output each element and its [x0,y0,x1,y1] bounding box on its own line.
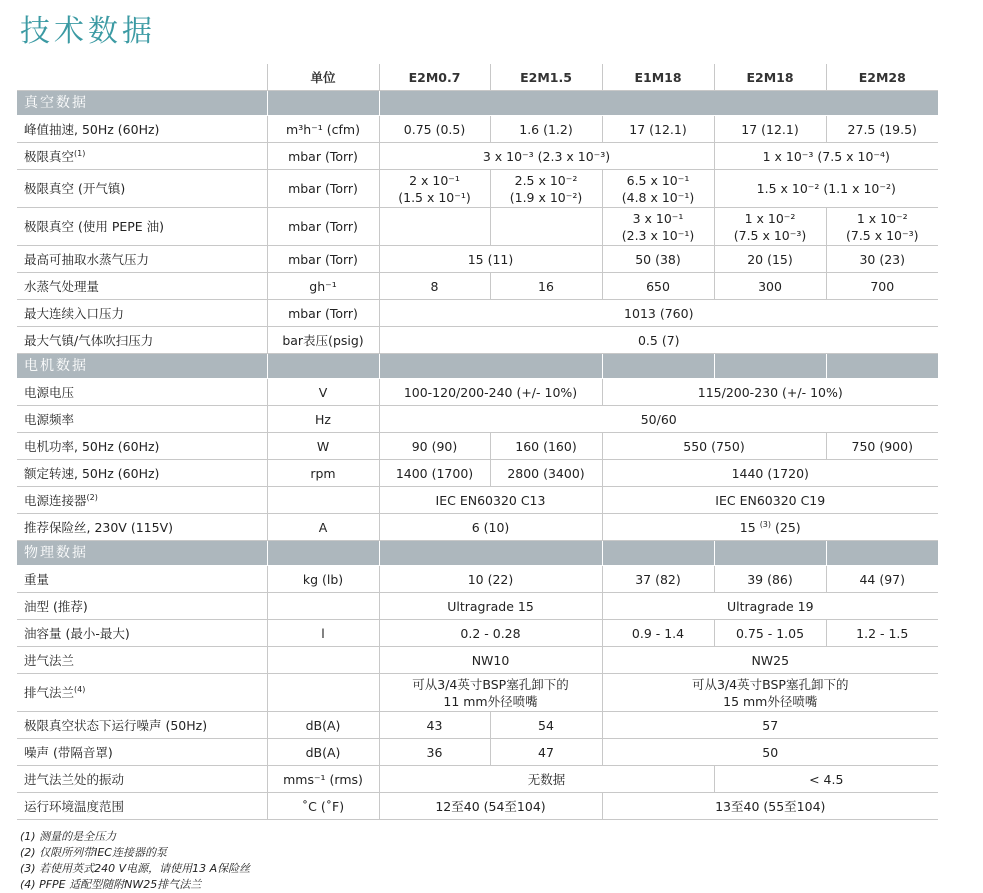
value-cell: 750 (900) [826,433,938,460]
table-row [17,300,938,327]
model-header: E2M18 [714,64,826,91]
value-cell: 43 [379,712,490,739]
section-title: 电机数据 [17,354,267,379]
value-cell: 44 (97) [826,566,938,593]
value-cell [826,208,938,246]
footnote: (1) 测量的是全压力 [20,830,117,843]
value-cell: 1013 (760) [379,300,938,327]
row-label: 额定转速, 50Hz (60Hz) [17,460,267,487]
value-cell [379,674,602,712]
unit-cell: mbar (Torr) [267,170,379,208]
footnote: (4) PFPE 适配型随附NW25排气法兰 [20,878,202,891]
model-header: E2M28 [826,64,938,91]
value-cell: 0.5 (7) [379,327,938,354]
row-label: 极限真空 (开气镇) [17,170,267,208]
value-cell: 3 x 10⁻³ (2.3 x 10⁻³) [379,143,714,170]
table-row [17,487,938,514]
value-cell: 90 (90) [379,433,490,460]
value-cell: 650 [602,273,714,300]
value-cell: 115/200-230 (+/- 10%) [602,379,938,406]
row-label: 推荐保险丝, 230V (115V) [17,514,267,541]
unit-cell: mbar (Torr) [267,300,379,327]
value-line: 2.5 x 10⁻² [514,172,578,188]
unit-cell: dB(A) [267,739,379,766]
table-row [17,170,938,208]
row-label: 油容量 (最小-最大) [17,620,267,647]
value-cell: 10 (22) [379,566,602,593]
table-row [17,514,938,541]
value-cell: 27.5 (19.5) [826,116,938,143]
unit-cell: m³h⁻¹ (cfm) [267,116,379,143]
value-cell [602,208,714,246]
table-row [17,739,938,766]
row-label: 电机功率, 50Hz (60Hz) [17,433,267,460]
value-cell: 无数据 [379,766,714,793]
section-motor [17,354,938,379]
value-line: 可从3/4英寸BSP塞孔卸下的 [692,676,849,692]
value-line: 6.5 x 10⁻¹ [626,172,690,188]
value-line: 可从3/4英寸BSP塞孔卸下的 [412,676,569,692]
value-cell [602,674,938,712]
model-header: E2M0.7 [379,64,490,91]
value-line: (2.3 x 10⁻¹) [621,227,695,243]
unit-cell: V [267,379,379,406]
table-row [17,433,938,460]
row-label-text: 极限真空 [24,148,75,164]
row-label: 极限真空状态下运行噪声 (50Hz) [17,712,267,739]
row-label: 峰值抽速, 50Hz (60Hz) [17,116,267,143]
value-cell: 1 x 10⁻³ (7.5 x 10⁻⁴) [714,143,938,170]
unit-cell: W [267,433,379,460]
technical-data-table [17,64,938,820]
value-line: 11 mm外径喷嘴 [443,693,538,709]
row-label-text: 排气法兰 [24,685,75,700]
row-label: 进气法兰处的振动 [17,766,267,793]
value-cell: 54 [490,712,602,739]
value-cell: Ultragrade 19 [602,593,938,620]
unit-cell: l [267,620,379,647]
value-cell: 550 (750) [602,433,826,460]
unit-header: 单位 [267,64,379,91]
value-cell [490,208,602,246]
row-label: 最大连续入口压力 [17,300,267,327]
section-title: 真空数据 [17,91,267,116]
corner-cell [17,64,267,91]
table-row [17,566,938,593]
value-cell: IEC EN60320 C19 [602,487,938,514]
value-line: (1.9 x 10⁻²) [509,189,583,205]
table-row [17,273,938,300]
value-cell: 47 [490,739,602,766]
value-cell: 1440 (1720) [602,460,938,487]
value-cell: 1.2 - 1.5 [826,620,938,647]
value-cell: Ultragrade 15 [379,593,602,620]
footnote-ref: (2) [86,492,98,502]
value-cell: 6 (10) [379,514,602,541]
table-row [17,327,938,354]
value-cell: 300 [714,273,826,300]
value-cell: IEC EN60320 C13 [379,487,602,514]
unit-cell: mms⁻¹ (rms) [267,766,379,793]
value-cell: 57 [602,712,938,739]
value-line: (4.8 x 10⁻¹) [621,189,695,205]
row-label: 最大气镇/气体吹扫压力 [17,327,267,354]
table-row [17,208,938,246]
value-cell: NW10 [379,647,602,674]
value-cell: NW25 [602,647,938,674]
footnote-ref: (4) [74,684,86,694]
value-cell: 50 (38) [602,246,714,273]
value-cell: 1.6 (1.2) [490,116,602,143]
table-row [17,712,938,739]
value-cell: 17 (12.1) [602,116,714,143]
value-cell [602,514,938,541]
value-cell [379,208,490,246]
value-cell: 1400 (1700) [379,460,490,487]
unit-cell: mbar (Torr) [267,143,379,170]
unit-cell: Hz [267,406,379,433]
value-line: (7.5 x 10⁻³) [733,227,807,243]
value-cell: 17 (12.1) [714,116,826,143]
row-label: 电源频率 [17,406,267,433]
value-cell: 8 [379,273,490,300]
value-cell: 100-120/200-240 (+/- 10%) [379,379,602,406]
value-cell: 160 (160) [490,433,602,460]
value-cell: 50 [602,739,938,766]
value-cell: 2800 (3400) [490,460,602,487]
value-cell: < 4.5 [714,766,938,793]
model-header: E1M18 [602,64,714,91]
table-row [17,593,938,620]
value-cell: 16 [490,273,602,300]
unit-cell: dB(A) [267,712,379,739]
section-physical [17,541,938,566]
table-row [17,620,938,647]
unit-cell: kg (lb) [267,566,379,593]
table-row [17,406,938,433]
section-title: 物理数据 [17,541,267,566]
value-cell [379,170,490,208]
unit-cell [267,593,379,620]
value-cell [490,170,602,208]
row-label: 油型 (推荐) [17,593,267,620]
value-cell: 700 [826,273,938,300]
header-row [17,64,938,91]
row-label: 极限真空 (使用 PEPE 油) [17,208,267,246]
unit-cell: A [267,514,379,541]
page-title: 技术数据 [20,14,156,49]
unit-cell: mbar (Torr) [267,208,379,246]
table-row [17,379,938,406]
value-cell: 0.9 - 1.4 [602,620,714,647]
value-cell: 37 (82) [602,566,714,593]
row-label [17,143,267,170]
value-line: 2 x 10⁻¹ [409,172,460,188]
row-label: 噪声 (带隔音罩) [17,739,267,766]
value-cell: 0.75 (0.5) [379,116,490,143]
value-line: 3 x 10⁻¹ [632,210,684,226]
table-row [17,460,938,487]
value-cell [714,208,826,246]
table-row [17,793,938,820]
footnote: (3) 若使用英式240 V电源，请使用13 A保险丝 [20,862,251,875]
value-line: 1 x 10⁻² [744,210,796,226]
unit-cell: rpm [267,460,379,487]
unit-cell [267,674,379,712]
row-label [17,674,267,712]
value-cell: 15 (11) [379,246,602,273]
footnotes [20,829,250,893]
value-cell: 0.75 - 1.05 [714,620,826,647]
footnote-ref: (1) [74,148,86,158]
value-cell: 50/60 [379,406,938,433]
value-cell: 13至40 (55至104) [602,793,938,820]
footnote-ref: (3) [759,519,772,529]
section-vacuum [17,91,938,116]
table-row [17,116,938,143]
table-row [17,647,938,674]
table-row [17,674,938,712]
row-label-text: 电源连接器 [24,492,87,508]
table-row [17,246,938,273]
value-text: (25) [775,519,801,535]
value-line: 1 x 10⁻² [856,210,908,226]
model-header: E2M1.5 [490,64,602,91]
value-cell: 20 (15) [714,246,826,273]
value-cell: 12至40 (54至104) [379,793,602,820]
row-label [17,487,267,514]
value-line: (1.5 x 10⁻¹) [398,189,471,205]
row-label: 水蒸气处理量 [17,273,267,300]
row-label: 进气法兰 [17,647,267,674]
row-label: 运行环境温度范围 [17,793,267,820]
value-cell: 1.5 x 10⁻² (1.1 x 10⁻²) [714,170,938,208]
table-row [17,766,938,793]
table-row [17,143,938,170]
row-label: 重量 [17,566,267,593]
footnote: (2) 仅限所列带IEC连接器的泵 [20,846,167,859]
value-cell: 36 [379,739,490,766]
unit-cell: ˚C (˚F) [267,793,379,820]
unit-cell [267,647,379,674]
unit-cell: mbar (Torr) [267,246,379,273]
value-cell [602,170,714,208]
row-label: 最高可抽取水蒸气压力 [17,246,267,273]
value-cell: 39 (86) [714,566,826,593]
value-cell: 30 (23) [826,246,938,273]
value-line: (7.5 x 10⁻³) [846,227,919,243]
unit-cell: bar表压(psig) [267,327,379,354]
row-label: 电源电压 [17,379,267,406]
unit-cell: gh⁻¹ [267,273,379,300]
value-cell: 0.2 - 0.28 [379,620,602,647]
value-line: 15 mm外径喷嘴 [723,693,818,709]
value-text: 15 [739,519,756,535]
unit-cell [267,487,379,514]
